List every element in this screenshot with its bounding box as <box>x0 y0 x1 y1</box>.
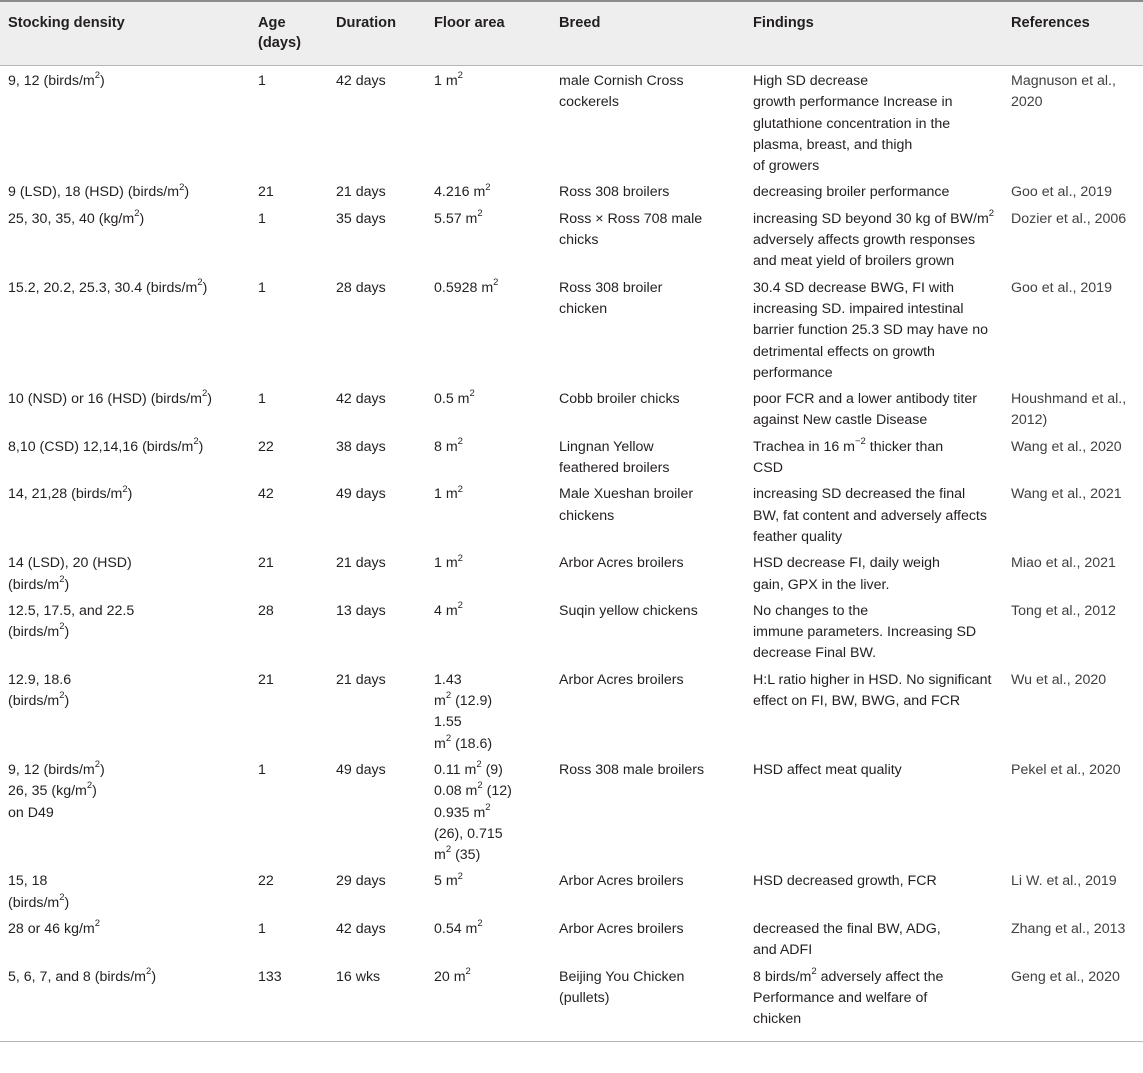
cell-stocking-density: 14 (LSD), 20 (HSD) $(birds/m^2)$ <box>8 555 132 593</box>
cell-duration: 21 days <box>336 555 386 572</box>
cell-floor-area: 0.54 $m^2$ <box>434 918 483 937</box>
cell-breed: Suqin yellow chickens <box>559 602 698 619</box>
cell-references: Geng et al., 2020 <box>1003 962 1143 1042</box>
header-stocking-density: Stocking density <box>0 1 250 66</box>
cell-stocking-density: 9 (LSD), 18 (HSD) $(birds/m^2)$ <box>8 181 190 201</box>
table-row <box>0 432 1143 480</box>
cell-breed: Ross 308 broilers <box>559 184 670 201</box>
cell-age: 42 <box>258 486 274 503</box>
cell-duration: 35 days <box>336 210 386 227</box>
table-row <box>0 914 1143 962</box>
cell-stocking-density: 15, 18 $(birds/m^2)$ <box>8 873 70 911</box>
table-row <box>0 962 1143 1042</box>
cell-duration: 16 wks <box>328 962 426 1042</box>
cell-findings: HSD decreased growth, FCR <box>753 873 937 890</box>
cell-age: 21 <box>258 184 274 201</box>
cell-references: Wu et al., 2020 <box>1011 671 1107 688</box>
cell-findings: 8 birds/$m^2$ adversely affect the Performance and welfare of chicken <box>745 962 1003 1042</box>
cell-stocking-density: 14, 21,28 $(birds/m^2)$ <box>8 483 133 503</box>
cell-findings: HSD decrease FI, daily weigh gain, GPX in the liver. <box>753 555 940 593</box>
cell-findings: High SD decrease growth performance Increase in glutathione concentration in the plasma, breast, and thigh of growers <box>753 73 953 175</box>
header-findings: Findings <box>745 1 1003 66</box>
cell-stocking-density: 9, 12 $(birds/m^2)$ <box>8 70 105 89</box>
cell-floor-area: 1.43 $m^2$ (12.9) 1.55 $m^2$ (18.6) <box>434 671 493 752</box>
cell-floor-area: 0.5 $m^2$ <box>434 388 475 408</box>
cell-findings: increasing SD decreased the final BW, fat content and adversely affects feather quality <box>753 486 987 545</box>
table-row <box>0 596 1143 665</box>
cell-findings: Trachea in 16 $m^{-2}$ thicker than CSD <box>753 436 944 477</box>
cell-findings: HSD affect meat quality <box>753 761 902 778</box>
cell-floor-area: 0.11 $m^2$ (9) 0.08 $m^2$ (12) 0.935 $m^2$ (26), 0.715 $m^2$ (35) <box>434 759 512 864</box>
cell-duration: 13 days <box>336 602 386 619</box>
cell-floor-area: 1 $m^2$ <box>434 552 463 572</box>
cell-stocking-density: 15.2, 20.2, 25.3, 30.4 $(birds/m^2)$ <box>8 276 208 296</box>
cell-stocking-density: 9, 12 $(birds/m^2)$ 26, 35 $(kg/m^2)$ on D49 <box>8 759 105 821</box>
cell-age: 133 <box>250 962 328 1042</box>
cell-stocking-density: 25, 30, 35, 40 $(kg/m^2)$ <box>8 208 145 227</box>
cell-references: Dozier et al., 2006 <box>1011 210 1127 227</box>
cell-references: Pekel et al., 2020 <box>1011 761 1121 778</box>
cell-floor-area: 5 $m^2$ <box>434 870 463 890</box>
cell-stocking-density: 28 or 46 $kg/m^2$ <box>8 918 101 937</box>
table-row <box>0 755 1143 866</box>
cell-duration: 49 days <box>336 486 386 503</box>
cell-stocking-density: 12.5, 17.5, and 22.5 $(birds/m^2)$ <box>8 602 135 641</box>
cell-references: Tong et al., 2012 <box>1011 602 1116 619</box>
table-body <box>0 66 1143 1042</box>
cell-stocking-density: 5, 6, 7, and 8 $(birds/m^2)$ <box>0 962 250 1042</box>
cell-floor-area: 5.57 $m^2$ <box>434 208 483 227</box>
cell-floor-area: 4 $m^2$ <box>434 600 463 619</box>
cell-breed: Lingnan Yellow feathered broilers <box>559 438 670 477</box>
cell-references: Magnuson et al., 2020 <box>1011 73 1116 111</box>
cell-breed: Arbor Acres broilers <box>559 920 684 937</box>
cell-references: Houshmand et al., 2012) <box>1011 391 1127 429</box>
table-row <box>0 665 1143 755</box>
cell-breed: Arbor Acres broilers <box>559 873 684 890</box>
cell-floor-area: 8 $m^2$ <box>434 436 463 455</box>
cell-references: Miao et al., 2021 <box>1011 555 1116 572</box>
cell-breed: Cobb broiler chicks <box>559 391 680 408</box>
table-row <box>0 548 1143 596</box>
table-row <box>0 273 1143 384</box>
cell-breed: Beijing You Chicken (pullets) <box>551 962 745 1042</box>
cell-duration: 42 days <box>336 73 386 89</box>
cell-findings: increasing SD beyond 30 kg of $BW/m^2$ adversely affects growth responses and meat yield of broilers grown <box>753 208 995 270</box>
cell-references: Wang et al., 2021 <box>1011 486 1122 503</box>
cell-breed: Ross × Ross 708 male chicks <box>559 210 703 249</box>
cell-duration: 49 days <box>336 761 386 778</box>
cell-stocking-density: 12.9, 18.6 $(birds/m^2)$ <box>8 671 72 710</box>
cell-age: 21 <box>258 555 274 572</box>
cell-floor-area: 4.216 $m^2$ <box>434 181 491 201</box>
cell-references: Goo et al., 2019 <box>1011 184 1112 201</box>
header-age: Age (days) <box>250 1 328 66</box>
table-row <box>0 66 1143 178</box>
cell-age: 1 <box>258 73 266 89</box>
cell-references: Zhang et al., 2013 <box>1011 920 1126 937</box>
cell-breed: Ross 308 broiler chicken <box>559 279 663 317</box>
cell-stocking-density: 10 (NSD) or 16 (HSD) $(birds/m^2)$ <box>8 388 212 408</box>
cell-breed: Arbor Acres broilers <box>559 671 684 688</box>
cell-findings: No changes to the immune parameters. Increasing SD decrease Final BW. <box>753 602 977 662</box>
table-row <box>0 177 1143 203</box>
cell-findings: decreasing broiler performance <box>753 184 950 201</box>
table-row <box>0 479 1143 548</box>
cell-age: 1 <box>258 920 266 937</box>
cell-duration: 29 days <box>336 873 386 890</box>
cell-findings: decreased the final BW, ADG, and ADFI <box>753 920 941 959</box>
cell-breed: male Cornish Cross cockerels <box>559 73 684 111</box>
table-row <box>0 204 1143 273</box>
cell-duration: 38 days <box>336 438 386 455</box>
cell-duration: 28 days <box>336 279 386 296</box>
header-row <box>0 1 1143 66</box>
cell-duration: 42 days <box>336 920 386 937</box>
cell-age: 1 <box>258 391 266 408</box>
cell-references: Goo et al., 2019 <box>1011 279 1112 296</box>
cell-age: 21 <box>258 671 274 688</box>
cell-stocking-density: 8,10 (CSD) 12,14,16 $(birds/m^2)$ <box>8 436 204 455</box>
table-row <box>0 384 1143 432</box>
cell-references: Li W. et al., 2019 <box>1011 873 1117 890</box>
cell-findings: poor FCR and a lower antibody titer against New castle Disease <box>753 391 977 429</box>
table-header <box>0 1 1143 66</box>
cell-age: 22 <box>258 438 274 455</box>
cell-duration: 21 days <box>336 184 386 201</box>
cell-age: 1 <box>258 761 266 778</box>
table-row <box>0 866 1143 914</box>
cell-breed: Arbor Acres broilers <box>559 555 684 572</box>
cell-floor-area: 0.5928 $m^2$ <box>434 276 499 296</box>
cell-findings: H:L ratio higher in HSD. No significant effect on FI, BW, BWG, and FCR <box>753 671 992 710</box>
cell-age: 22 <box>258 873 274 890</box>
cell-floor-area: 1 $m^2$ <box>434 483 463 503</box>
cell-age: 1 <box>258 279 266 296</box>
cell-age: 1 <box>258 210 266 227</box>
cell-duration: 42 days <box>336 391 386 408</box>
cell-floor-area: 1 $m^2$ <box>434 70 463 89</box>
cell-references: Wang et al., 2020 <box>1011 438 1122 455</box>
header-references: References <box>1003 1 1143 66</box>
cell-findings: 30.4 SD decrease BWG, FI with increasing SD. impaired intestinal barrier function 25.3 SD may have no detrimental effects on growth performance <box>753 279 989 381</box>
header-duration: Duration <box>328 1 426 66</box>
header-floor-area: Floor area <box>426 1 551 66</box>
cell-breed: Ross 308 male broilers <box>559 761 705 778</box>
cell-floor-area: 20 $m^2$ <box>426 962 551 1042</box>
cell-age: 28 <box>258 602 274 619</box>
header-breed: Breed <box>551 1 745 66</box>
cell-duration: 21 days <box>336 671 386 688</box>
cell-breed: Male Xueshan broiler chickens <box>559 486 694 524</box>
